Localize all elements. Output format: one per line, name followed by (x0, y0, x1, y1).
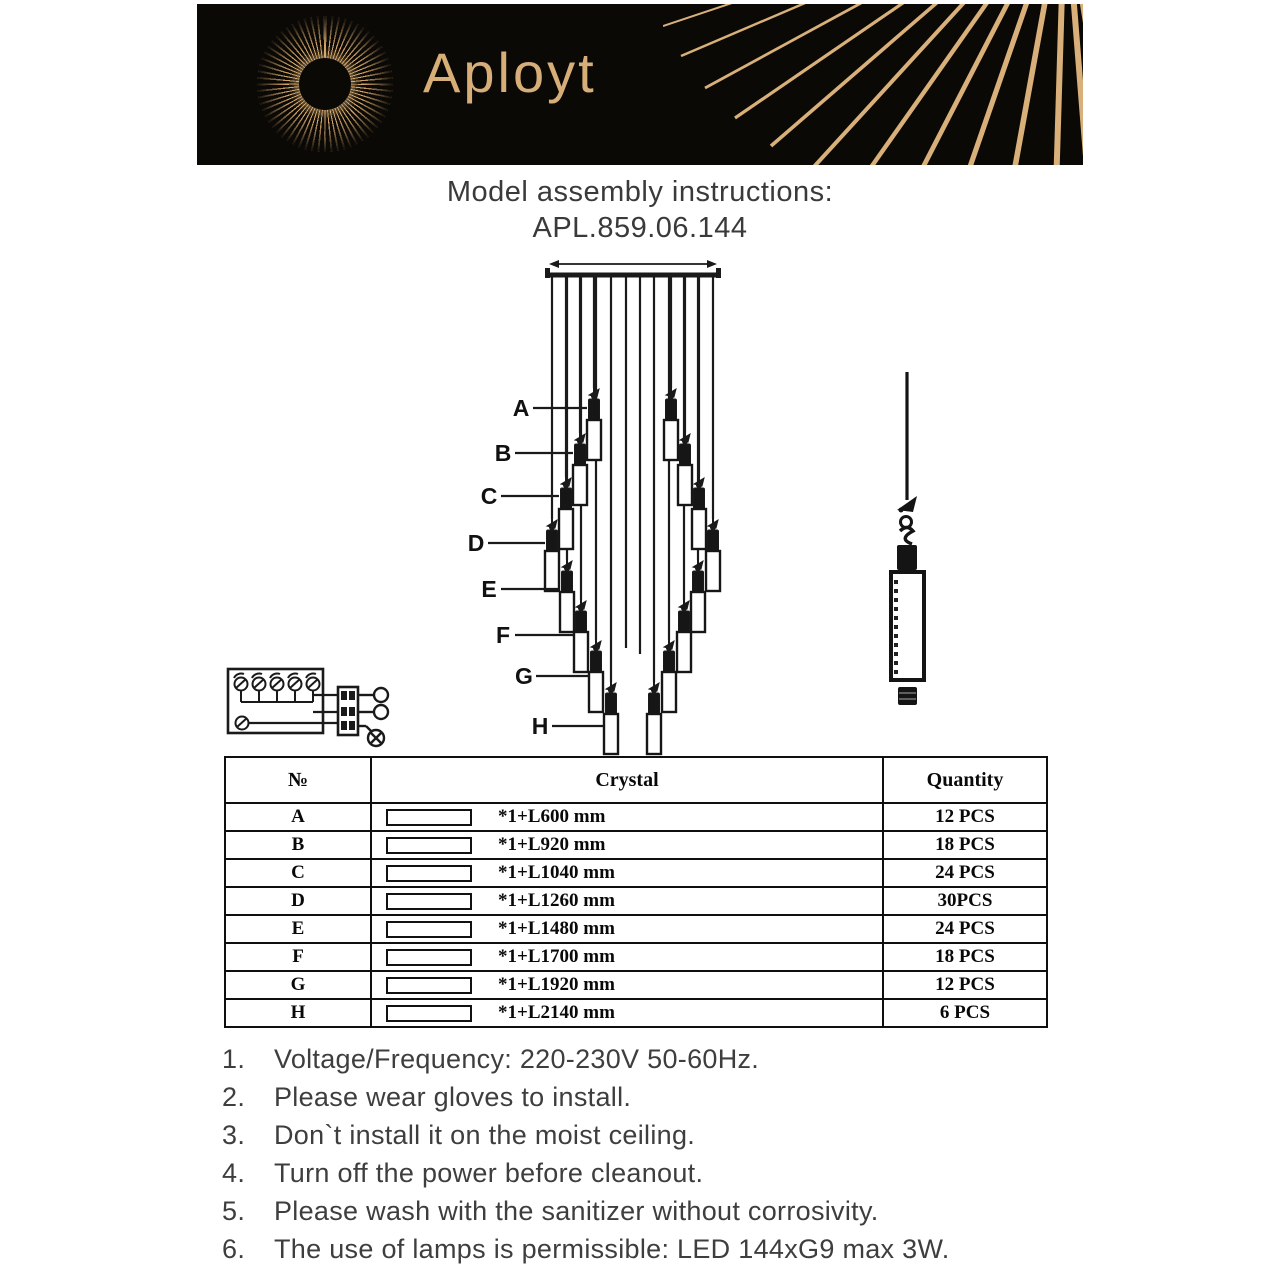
callout-b: B (494, 440, 512, 466)
crystal-swatch-icon (386, 865, 472, 882)
table-row (225, 999, 1047, 1027)
item-text: Please wear gloves to install. (274, 1082, 632, 1112)
model-number: APL.859.06.144 (532, 212, 748, 244)
sunburst-core (299, 58, 351, 110)
crystal-swatch-icon (386, 949, 472, 966)
crystal-pendant (692, 474, 706, 549)
crystal-swatch-icon (386, 1005, 472, 1022)
row-quantity: 6 PCS (883, 999, 1047, 1027)
crystal-pendant (662, 637, 676, 712)
crystal-length: *1+L2140 mm (498, 1002, 615, 1023)
crystal-pendant (589, 637, 603, 712)
crystal-pendant (604, 679, 618, 754)
list-item (222, 1078, 1102, 1116)
item-number: 6. (222, 1234, 246, 1264)
safety-notes-list (222, 1040, 1102, 1268)
row-letter: C (225, 859, 371, 887)
pendant-detail-drawing (891, 372, 924, 705)
crystal-pendant (574, 597, 588, 672)
list-item (222, 1040, 1102, 1078)
crystal-length: *1+L1040 mm (498, 862, 615, 883)
parts-table (224, 756, 1048, 1028)
crystal-pendant (587, 385, 601, 460)
row-letter: F (225, 943, 371, 971)
crystal-swatch-icon (386, 977, 472, 994)
chandelier-drawing (468, 260, 721, 754)
crystal-pendant (706, 516, 720, 591)
row-quantity: 18 PCS (883, 831, 1047, 859)
table-row (225, 831, 1047, 859)
callout-e: E (481, 576, 497, 602)
row-quantity: 12 PCS (883, 803, 1047, 831)
list-item (222, 1154, 1102, 1192)
row-letter: B (225, 831, 371, 859)
light-rays-icon (663, 4, 1083, 165)
crystal-pendant (677, 597, 691, 672)
sunburst-icon (257, 16, 393, 152)
page-title: Model assembly instructions: (446, 176, 834, 208)
row-quantity: 24 PCS (883, 915, 1047, 943)
crystal-length: *1+L1260 mm (498, 890, 615, 911)
item-number: 5. (222, 1196, 246, 1226)
header-crystal: Crystal (371, 757, 883, 803)
crystal-pendant (560, 557, 574, 632)
brand-banner (197, 4, 1083, 165)
row-letter: G (225, 971, 371, 999)
item-number: 3. (222, 1120, 246, 1150)
item-text: Please wash with the sanitizer without corrosivity. (274, 1196, 879, 1226)
table-row (225, 803, 1047, 831)
row-letter: E (225, 915, 371, 943)
row-quantity: 30PCS (883, 887, 1047, 915)
crystal-pendant (545, 516, 559, 591)
header-quantity: Quantity (883, 757, 1047, 803)
brand-wordmark: Aployt (423, 41, 597, 104)
crystal-length: *1+L1920 mm (498, 974, 615, 995)
callout-d: D (467, 530, 485, 556)
list-item (222, 1230, 1102, 1268)
table-row (225, 859, 1047, 887)
callout-a: A (512, 395, 530, 421)
row-letter: D (225, 887, 371, 915)
crystal-pendant (678, 430, 692, 505)
table-row (225, 915, 1047, 943)
crystal-pendant (559, 474, 573, 549)
row-quantity: 18 PCS (883, 943, 1047, 971)
crystal-length: *1+L600 mm (498, 806, 606, 827)
crystal-pendant (647, 679, 661, 754)
crystal-pendant (573, 430, 587, 505)
callout-c: C (480, 483, 498, 509)
item-text: The use of lamps is permissible: LED 144xG9 max 3W. (274, 1234, 950, 1264)
crystal-swatch-icon (386, 837, 472, 854)
row-quantity: 24 PCS (883, 859, 1047, 887)
item-number: 4. (222, 1158, 246, 1188)
header-no: № (225, 757, 371, 803)
crystal-pendant (691, 557, 705, 632)
wiring-diagram (228, 669, 388, 746)
table-row (225, 887, 1047, 915)
table-header-row (225, 757, 1047, 803)
table-row (225, 943, 1047, 971)
list-item (222, 1116, 1102, 1154)
callout-f: F (495, 622, 511, 648)
item-number: 1. (222, 1044, 246, 1074)
crystal-swatch-icon (386, 809, 472, 826)
row-letter: H (225, 999, 371, 1027)
table-row (225, 971, 1047, 999)
callout-g: G (515, 663, 533, 689)
item-text: Turn off the power before cleanout. (274, 1158, 704, 1188)
crystal-pendant (664, 385, 678, 460)
crystal-swatch-icon (386, 921, 472, 938)
item-text: Voltage/Frequency: 220-230V 50-60Hz. (274, 1044, 760, 1074)
item-text: Don`t install it on the moist ceiling. (274, 1120, 696, 1150)
row-quantity: 12 PCS (883, 971, 1047, 999)
item-number: 2. (222, 1082, 246, 1112)
crystal-swatch-icon (386, 893, 472, 910)
assembly-diagram (200, 252, 1080, 760)
crystal-length: *1+L920 mm (498, 834, 606, 855)
crystal-length: *1+L1700 mm (498, 946, 615, 967)
list-item (222, 1192, 1102, 1230)
row-letter: A (225, 803, 371, 831)
crystal-length: *1+L1480 mm (498, 918, 615, 939)
callout-h: H (531, 713, 549, 739)
